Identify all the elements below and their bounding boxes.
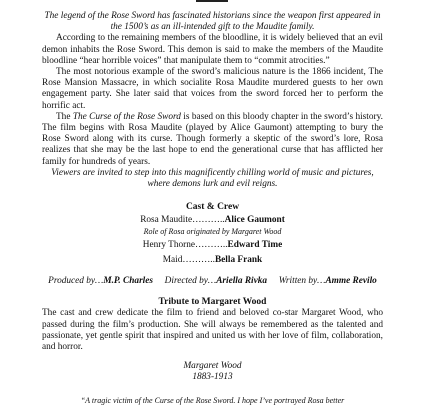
legend-text: The legend of the Rose Sword has fascinated historians since the weapon first appeared in the 1500’s as an ill-intended gift to the Maudite family. [44, 11, 381, 33]
cast-actor: Bella Frank [214, 254, 263, 265]
cast-role: Maid……….. [162, 254, 215, 265]
cast-role: Rosa Maudite……….. [140, 215, 225, 226]
plot-lead: The [56, 111, 71, 122]
credit-name: Amme Revilo [325, 276, 377, 287]
production-credits [42, 276, 383, 287]
credit-label: Directed by… [164, 276, 217, 287]
tribute-heading: Tribute to Margaret Wood [158, 297, 267, 308]
tribute-quote: “A tragic victim of the Curse of the Rose Sword. I hope I’ve portrayed Rosa better [80, 395, 345, 405]
paragraph-bloodline: According to the remaining members of the bloodline, it is widely believed that an evil demon inhabits the Rose Sword. This demon is said to make the members of the Maudite bloodline “hear horrible voices” that manipulate them to “commit atrocities.” [42, 33, 383, 66]
top-rule [196, 0, 228, 2]
tribute-name: Margaret Wood [183, 361, 242, 372]
cast-heading: Cast & Crew [185, 202, 240, 213]
credit-name: Ariella Rivka [216, 276, 268, 287]
tribute-body: The cast and crew dedicate the film to friend and beloved co-star Margaret Wood, who passed during the film’s production. She will always be remembered as the talented and passionate, yet gentle spirit that inspired and united us with her love of film, collaboration, and horror. [42, 308, 383, 353]
cast-actor: Alice Gaumont [224, 215, 285, 226]
credit-label: Written by… [278, 276, 326, 287]
paragraph-massacre: The most notorious example of the sword’s malicious nature is the 1866 incident, The Rose Mansion Massacre, in which socialite Rosa Maudite murdered guests to her own engagement party. She later said that voices from the sword forced her to perform the horrific act. [42, 67, 383, 111]
credit-name: M.P. Charles [103, 276, 154, 287]
cast-role: Henry Thorne……….. [142, 239, 228, 250]
plot-rest: is based on this bloody chapter in the sword’s history. The film begins with Rosa Maudite (played by Alice Gaumont) attempting to bury the Rose Sword along with its curse. Though formerly a skeptic of the sword’s lore, Rosa realizes that she may be the last hope to end the generational curse that has afflicted her family for hundreds of years. [42, 111, 383, 167]
cast-row-henry [42, 240, 383, 251]
credit-label: Produced by… [48, 276, 104, 287]
invitation-text: Viewers are invited to step into this magnificently chilling world of music and pictures, where demons lurk and evil reigns. [51, 167, 374, 190]
cast-row-rosa [42, 215, 383, 226]
paragraph-film-plot [42, 112, 383, 168]
cast-actor: Edward Time [227, 239, 283, 250]
cast-row-maid [42, 255, 383, 266]
role-note: Role of Rosa originated by Margaret Wood [143, 226, 282, 236]
tribute-years: 1883-1913 [192, 372, 233, 383]
film-title: The Curse of the Rose Sword [72, 111, 181, 122]
